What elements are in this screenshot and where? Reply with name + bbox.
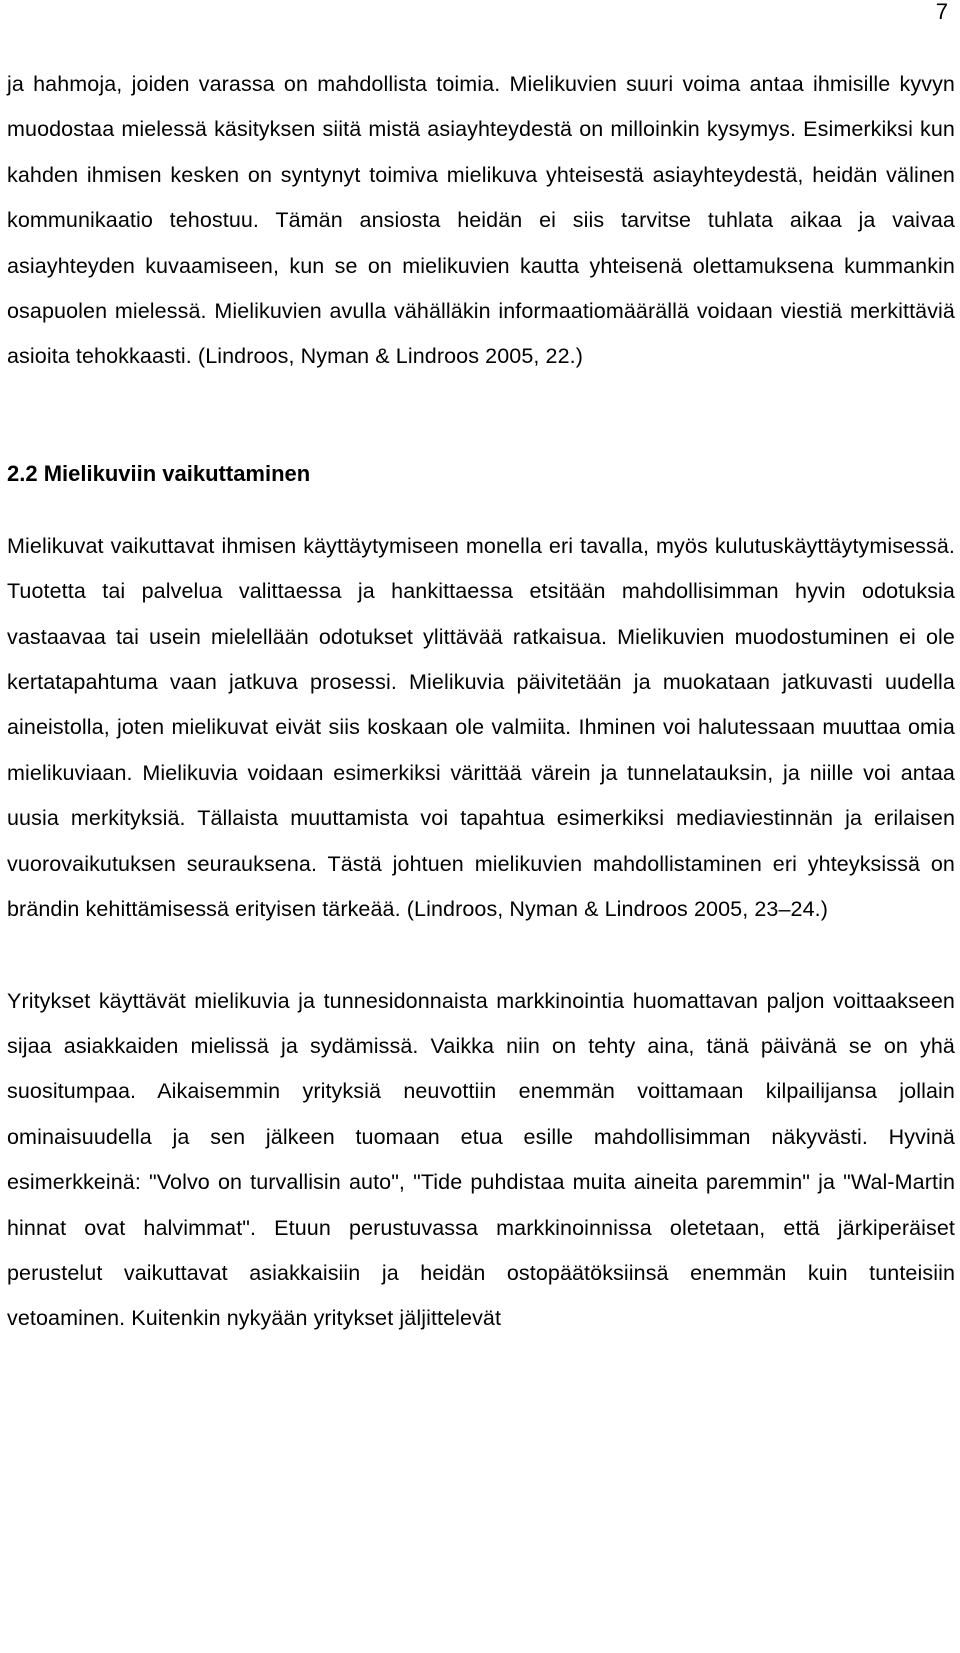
paragraph-mental-images-power: ja hahmoja, joiden varassa on mahdollista toimia. Mielikuvien suuri voima antaa ihmisille kyvyn muodostaa mielessä käsityksen siitä mistä asiayhteydestä on milloinkin kysymys. Esimerkiksi kun kahden ihmisen kesken on syntynyt toimiva mielikuva yhteisestä asiayhteydestä, heidän välinen kommunikaatio tehostuu. Tämän ansiosta heidän ei siis tarvitse tuhlata aikaa ja vaivaa asiayhteyden kuvaamiseen, kun se on mielikuvien kautta yhteisenä olettamuksena kummankin osapuolen mielessä. Mielikuvien avulla vähälläkin informaatiomäärällä voidaan viestiä merkittäviä asioita tehokkaasti. (Lindroos, Nyman & Lindroos 2005, 22.) <box>7 72 955 369</box>
document-body <box>7 62 955 1342</box>
paragraph-companies-marketing: Yritykset käyttävät mielikuvia ja tunnesidonnaista markkinointia huomattavan paljon voittaakseen sijaa asiakkaiden mielissä ja sydämissä. Vaikka niin on tehty aina, tänä päivänä se on yhä suositumpaa. Aikaisemmin yrityksiä neuvottiin enemmän voittamaan kilpailijansa jollain ominaisuudella ja sen jälkeen tuomaan etua esille mahdollisimman näkyvästi. Hyvinä esimerkkeinä: "Volvo on turvallisin auto", "Tide puhdistaa muita aineita paremmin" ja "Wal-Martin hinnat ovat halvimmat". Etuun perustuvassa markkinoinnissa oletetaan, että järkiperäiset perustelut vaikuttavat asiakkaisiin ja heidän ostopäätöksiinsä enemmän kuin tunteisiin vetoaminen. Kuitenkin nykyään yritykset jäljittelevät <box>7 988 955 1331</box>
paragraph-influencing-images: Mielikuvat vaikuttavat ihmisen käyttäytymiseen monella eri tavalla, myös kulutuskäyttäytymisessä. Tuotetta tai palvelua valittaessa ja hankittaessa etsitään mahdollisimman hyvin odotuksia vastaavaa tai usein mielellään odotukset ylittävää ratkaisua. Mielikuvien muodostuminen ei ole kertatapahtuma vaan jatkuva prosessi. Mielikuvia päivitetään ja muokataan jatkuvasti uudella aineistolla, joten mielikuvat eivät siis koskaan ole valmiita. Ihminen voi halutessaan muuttaa omia mielikuviaan. Mielikuvia voidaan esimerkiksi värittää värein ja tunnelatauksin, ja niille voi antaa uusia merkityksiä. Tällaista muuttamista voi tapahtua esimerkiksi mediaviestinnän ja erilaisen vuorovaikutuksen seurauksena. Tästä johtuen mielikuvien mahdollistaminen eri yhteyksissä on brändin kehittämisessä erityisen tärkeää. (Lindroos, Nyman & Lindroos 2005, 23–24.) <box>7 533 955 922</box>
section-heading: 2.2 Mielikuviin vaikuttaminen <box>7 460 311 486</box>
page-number: 7 <box>935 0 948 24</box>
